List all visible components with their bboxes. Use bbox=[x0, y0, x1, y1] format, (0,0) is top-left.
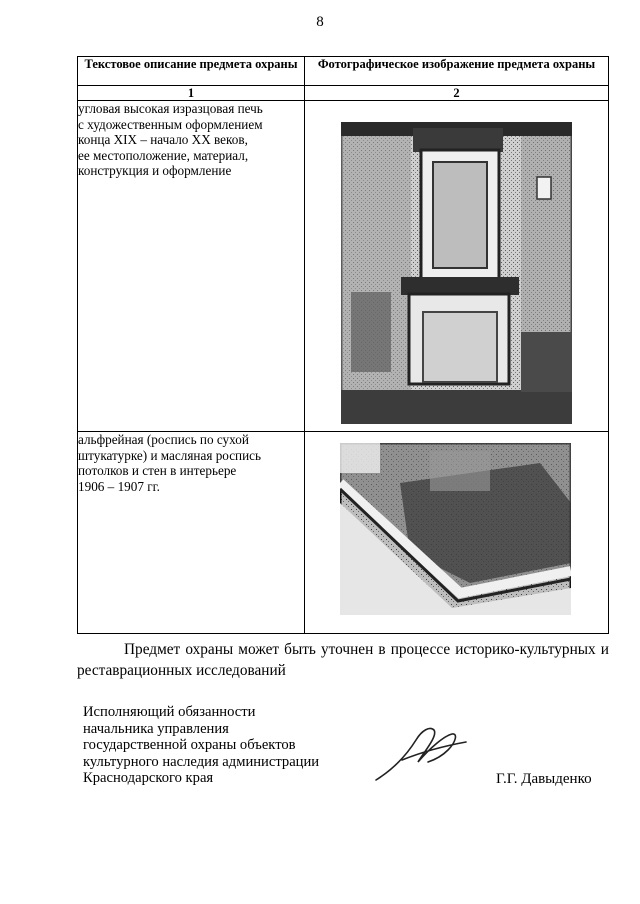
signer-title-line: Исполняющий обязанности bbox=[83, 704, 256, 720]
row-description bbox=[78, 432, 305, 634]
signer-title-line: культурного наследия администрации bbox=[83, 753, 320, 770]
page-number: 8 bbox=[316, 14, 324, 30]
description-line: конца XIX – начало XX веков, bbox=[78, 132, 248, 147]
header-text-description: Текстовое описание предмета охраны bbox=[78, 57, 305, 86]
signer-title-line: начальника управления bbox=[83, 720, 229, 737]
column-number-row bbox=[78, 86, 609, 101]
stove-photo bbox=[341, 122, 572, 424]
closing-paragraph: Предмет охраны может быть уточнен в процессе историко-культурных и реставрационных исследований bbox=[77, 641, 609, 679]
description-line: 1906 – 1907 гг. bbox=[78, 478, 160, 494]
row-description bbox=[78, 101, 305, 432]
header-photo: Фотографическое изображение предмета охраны bbox=[305, 57, 609, 86]
description-line: ее местоположение, материал, bbox=[78, 147, 249, 163]
table-row bbox=[78, 101, 609, 432]
description-line: угловая высокая изразцовая печь bbox=[78, 101, 263, 116]
description-line: штукатурке) и масляная роспись bbox=[78, 447, 262, 463]
description-line: потолков и стен в интерьере bbox=[78, 463, 237, 478]
signer-name: Г.Г. Давыденко bbox=[496, 771, 592, 787]
signer-title-line: Краснодарского края bbox=[83, 770, 214, 787]
protection-subject-table bbox=[77, 56, 609, 634]
row-photo-cell bbox=[305, 432, 609, 634]
description-line: с художественным оформлением bbox=[78, 116, 263, 132]
handwritten-signature bbox=[372, 722, 468, 784]
table-row bbox=[78, 432, 609, 634]
column-number-2: 2 bbox=[305, 86, 609, 101]
signer-title bbox=[83, 704, 319, 787]
table-header-row bbox=[78, 57, 609, 86]
description-line: конструкция и оформление bbox=[78, 163, 232, 178]
column-number-1: 1 bbox=[78, 86, 305, 101]
row-photo-cell bbox=[305, 101, 609, 432]
ceiling-painting-photo bbox=[340, 443, 571, 615]
signer-title-line: государственной охраны объектов bbox=[83, 737, 296, 754]
description-line: альфрейная (роспись по сухой bbox=[78, 432, 249, 447]
